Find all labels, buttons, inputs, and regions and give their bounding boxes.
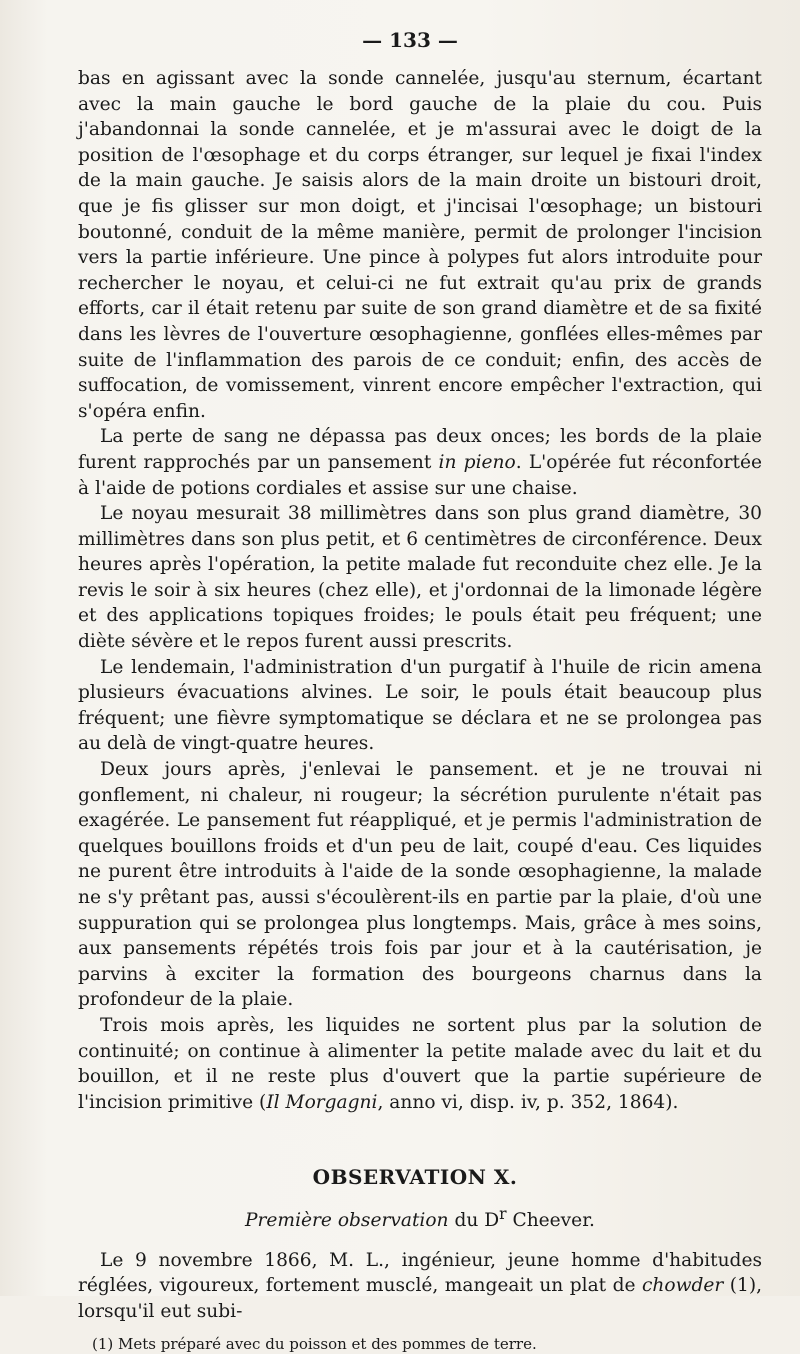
paragraph-6-text: Trois mois après, les liquides ne sortent plus par la solution de continuité; on continue à alimenter la petite malade avec du lait et du bouillon, et il ne reste plus d'ouvert que la partie supérieure de l'incision primitive (	[78, 1014, 762, 1113]
paragraph-6-italic: Il Morgagni	[266, 1091, 378, 1113]
body-text	[78, 66, 762, 1115]
paragraph-6-tail: , anno vi, disp. iv, p. 352, 1864).	[377, 1091, 679, 1113]
footnote: (1) Mets préparé avec du poisson et des pommes de terre.	[92, 1335, 537, 1354]
final-paragraph-block	[78, 1248, 762, 1325]
paragraph-2	[78, 424, 762, 501]
paragraph-2-tail: . L'opérée fut réconfortée à l'aide de potions cordiales et assise sur une chaise.	[78, 451, 762, 499]
final-paragraph-start: Le 9 novembre 1866, M. L., ingénieur, jeune homme d'habitudes réglées, vigoureux, fortement musclé, mangeait un plat de	[78, 1249, 762, 1297]
paragraph-4: Le lendemain, l'administration d'un purgatif à l'huile de ricin amena plusieurs évacuations alvines. Le soir, le pouls était beaucoup plus fréquent; une fièvre symptomatique se déclara et ne se prolongea pas au delà de vingt-quatre heures.	[78, 656, 762, 755]
observation-sub-italic: Première observation	[245, 1210, 449, 1232]
page-number: — 133 —	[362, 28, 458, 52]
observation-subheading	[78, 1205, 762, 1231]
final-paragraph-end: (1), lorsqu'il eut subi-	[78, 1275, 762, 1322]
paragraph-1: bas en agissant avec la sonde cannelée, jusqu'au sternum, écartant avec la main gauche le bord gauche de la plaie du cou. Puis j'abandonnai la sonde cannelée, et je m'assurai avec le doigt de la position de l'œsophage et du corps étranger, sur lequel je fixai l'index de la main gauche. Je saisis alors de la main droite un bistouri droit, que je fis glisser sur mon doigt, et j'incisai l'œsophage; un bistouri boutonné, conduit de la même manière, permit de prolonger l'incision vers la partie inférieure. Une pince à polypes fut alors introduite pour rechercher le noyau, et celui-ci ne fut extrait qu'au prix de grands efforts, car il était retenu par suite de son grand diamètre et de sa fixité dans les lèvres de l'ouverture œsophagienne, gonflées elles-mêmes par suite de l'inflammation des parois de ce conduit; enfin, des accès de suffocation, de vomissement, vinrent encore empêcher l'extraction, qui s'opéra enfin.	[78, 68, 762, 422]
paragraph-5: Deux jours après, j'enlevai le pansement. et je ne trouvai ni gonflement, ni chaleur, ni rougeur; la sécrétion purulente n'était pas exagérée. Le pansement fut réappliqué, et je permis l'administration de quelques bouillons froids et d'un peu de lait, coupé d'eau. Ces liquides ne purent être introduits à l'aide de la sonde œsophagienne, la malade ne s'y prêtant pas, aussi s'écoulèrent-ils en partie par la plaie, d'où une suppuration qui se prolongea plus longtemps. Mais, grâce à mes soins, aux pansements répétés trois fois par jour et à la cautérisation, je parvins à exciter la formation des bourgeons charnus dans la profondeur de la plaie.	[78, 759, 762, 1011]
observation-sub-rest: du D	[448, 1210, 500, 1232]
paragraph-2-italic: in pieno	[438, 451, 516, 473]
final-paragraph	[78, 1248, 762, 1325]
observation-sub-name: Cheever.	[506, 1210, 595, 1232]
final-paragraph-italic: chowder	[641, 1275, 724, 1297]
observation-sub-sup: r	[499, 1205, 507, 1224]
paragraph-6	[78, 1013, 762, 1115]
observation-heading: OBSERVATION X.	[312, 1165, 518, 1190]
paragraph-2-text: La perte de sang ne dépassa pas deux onces; les bords de la plaie furent rapprochés par un pansement	[78, 426, 762, 473]
paragraph-3: Le noyau mesurait 38 millimètres dans son plus grand diamètre, 30 millimètres dans son plus petit, et 6 centimètres de circonférence. Deux heures après l'opération, la petite malade fut reconduite chez elle. Je la revis le soir à six heures (chez elle), et j'ordonnai de la limonade légère et des applications topiques froides; le pouls était peu fréquent; une diète sévère et le repos furent aussi prescrits.	[78, 503, 762, 653]
